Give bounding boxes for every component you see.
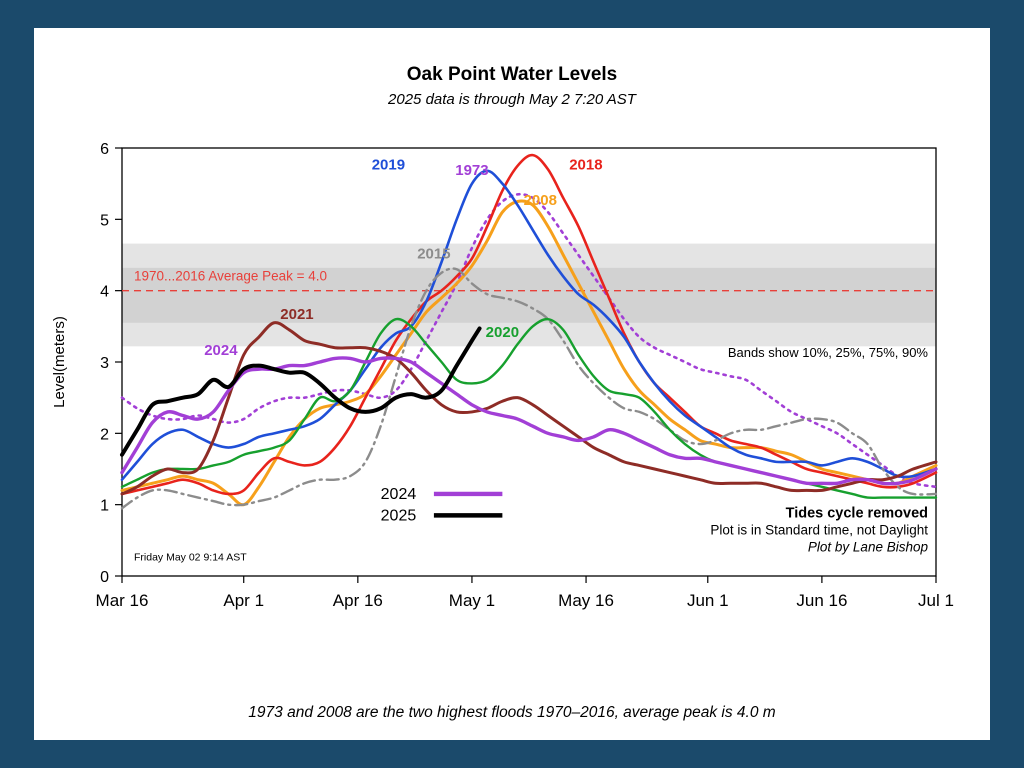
x-axis-tick-label: Apr 1 (223, 591, 265, 610)
legend-label-2024: 2024 (380, 485, 417, 503)
x-axis-tick-label: Jul 1 (918, 591, 954, 610)
x-axis-tick-label: Mar 16 (95, 591, 149, 610)
series-label-2020: 2020 (485, 324, 520, 342)
line-chart (34, 108, 990, 668)
y-axis-tick-label: 6 (100, 141, 109, 158)
page-title: Oak Point Water Levels (406, 64, 618, 85)
series-label-2019: 2019 (371, 156, 406, 174)
tides-note: Tides cycle removed (785, 505, 928, 522)
plot-credit: Plot by Lane Bishop (807, 539, 928, 555)
y-axis-tick-label: 1 (100, 497, 109, 515)
x-axis-tick-label: May 1 (448, 591, 496, 610)
bands-note: Bands show 10%, 25%, 75%, 90% (727, 345, 928, 361)
series-label-2021: 2021 (280, 306, 314, 324)
series-label-2024: 2024 (204, 341, 238, 359)
standard-time-note: Plot is in Standard time, not Daylight (710, 522, 928, 538)
series-label-2018: 2018 (569, 156, 603, 174)
x-axis-tick-label: May 16 (558, 591, 614, 610)
x-axis-tick-label: Jun 16 (796, 591, 848, 610)
y-axis-tick-label: 2 (100, 426, 109, 444)
series-label-2008: 2008 (523, 192, 557, 210)
series-label-2015: 2015 (417, 245, 451, 263)
chart-subtitle: 2025 data is through May 2 7:20 AST (388, 91, 636, 108)
y-axis-tick-label: 4 (100, 283, 109, 301)
x-axis-tick-label: Jun 1 (686, 591, 729, 610)
y-axis-title: Level(meters) (51, 316, 68, 408)
y-axis-tick-label: 3 (100, 355, 109, 372)
plot-area (34, 108, 990, 668)
timestamp-stamp: Friday May 02 9:14 AST (134, 551, 247, 564)
average-peak-label: 1970...2016 Average Peak = 4.0 (134, 268, 328, 284)
chart-card (34, 28, 990, 740)
legend-label-2025: 2025 (380, 507, 417, 525)
y-axis-tick-label: 0 (100, 569, 109, 586)
x-axis-tick-label: Apr 16 (332, 591, 383, 610)
chart-footnote: 1973 and 2008 are the two highest floods 1970–2016, average peak is 4.0 m (248, 704, 776, 721)
y-axis-tick-label: 5 (100, 212, 109, 230)
series-label-1973: 1973 (455, 162, 489, 180)
